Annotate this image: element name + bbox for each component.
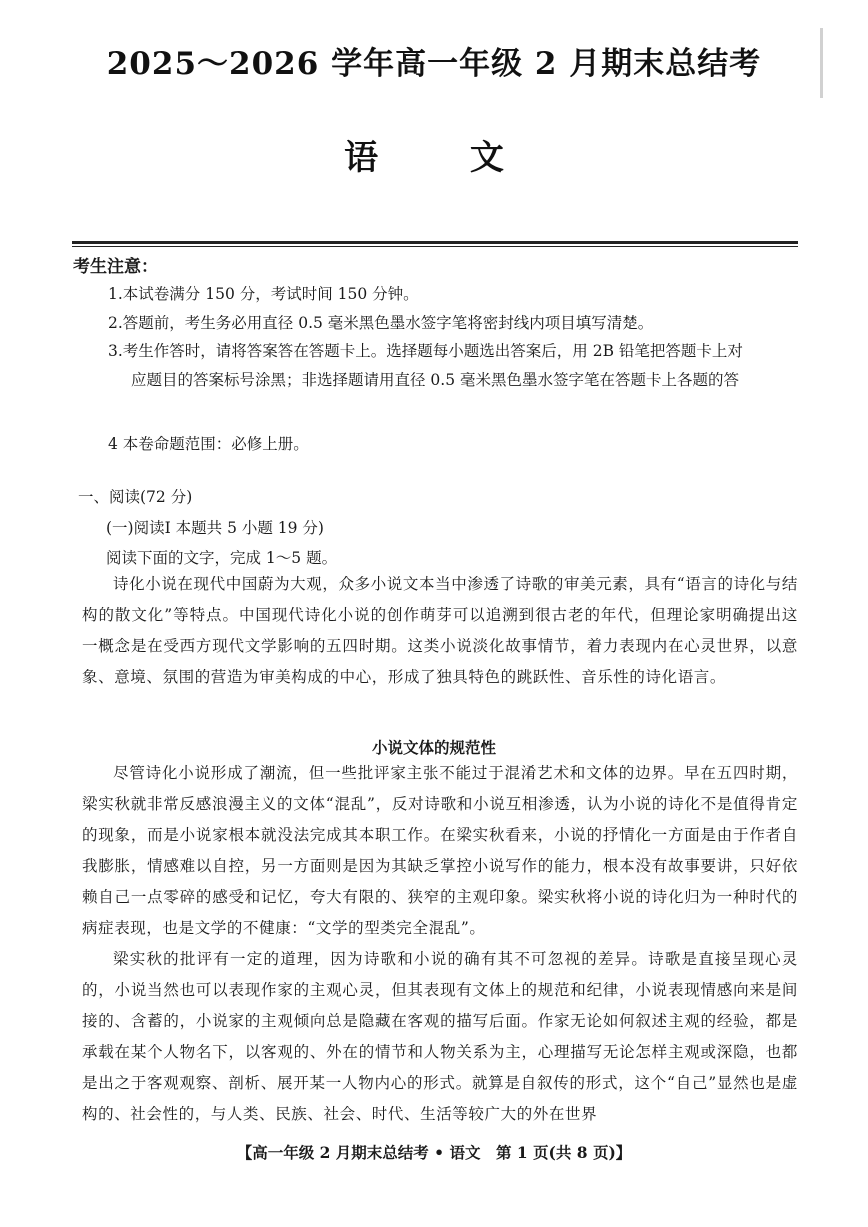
notice-heading: 考生注意： xyxy=(73,257,158,277)
subject-title: 语 文 xyxy=(344,138,544,178)
passage-subtitle: 小说文体的规范性 xyxy=(371,739,496,757)
divider-thin xyxy=(72,246,798,247)
section-instruction: 阅读下面的文字，完成 1～5 题。 xyxy=(106,549,338,567)
section-heading: 一、阅读(72 分) xyxy=(78,488,193,506)
notice-item-3-cont: 应题目的答案标号涂黑；非选择题请用直径 0.5 毫米黑色墨水签字笔在答题卡上各题的答 xyxy=(131,371,740,389)
divider-thick xyxy=(72,241,798,244)
notice-item-4: 4 本卷命题范围：必修上册。 xyxy=(108,435,309,453)
passage-paragraph-1: 诗化小说在现代中国蔚为大观，众多小说文本当中渗透了诗歌的审美元素，具有“语言的诗化与结构的散文化”等特点。中国现代诗化小说的创作萌芽可以追溯到很古老的年代，但理论家明确提出这一概念是在受西方现代文学影响的五四时期。这类小说淡化故事情节，着力表现内在心灵世界，以意象、意境、氛围的营造为审美构成的中心，形成了独具特色的跳跃性、音乐性的诗化语言。 xyxy=(82,575,798,686)
notice-item-2: 2.答题前，考生务必用直径 0.5 毫米黑色墨水签字笔将密封线内项目填写清楚。 xyxy=(108,314,654,332)
passage-paragraph-2: 尽管诗化小说形成了潮流，但一些批评家主张不能过于混淆艺术和文体的边界。早在五四时期，梁实秋就非常反感浪漫主义的文体“混乱”，反对诗歌和小说互相渗透，认为小说的诗化不是值得肯定的现象，而是小说家根本就没法完成其本职工作。在梁实秋看来，小说的抒情化一方面是由于作者自我膨胀，情感难以自控，另一方面则是因为其缺乏掌控小说写作的能力，根本没有故事要讲，只好依赖自己一点零碎的感受和记忆，夸大有限的、狭窄的主观印象。梁实秋将小说的诗化归为一种时代的病症表现，也是文学的不健康：“文学的型类完全混乱”。 xyxy=(82,764,798,937)
passage-paragraph-3: 梁实秋的批评有一定的道理，因为诗歌和小说的确有其不可忽视的差异。诗歌是直接呈现心灵的，小说当然也可以表现作家的主观心灵，但其表现有文体上的规范和纪律，小说表现情感向来是间接的、含蓄的，小说家的主观倾向总是隐藏在客观的描写后面。作家无论如何叙述主观的经验，都是承载在某个人物名下，以客观的、外在的情节和人物关系为主，心理描写无论怎样主观或深隐，也都是出之于客观观察、剖析、展开某一人物内心的形式。就算是自叙传的形式，这个“自己”显然也是虚构的、社会性的，与人类、民族、社会、时代、生活等较广大的外在世界 xyxy=(82,950,798,1123)
exam-title: 2025～2026 学年高一年级 2 月期末总结考 xyxy=(106,46,762,82)
page-footer: 【高一年级 2 月期末总结考 • 语文 第 1 页(共 8 页)】 xyxy=(236,1143,632,1162)
section-subheading: (一)阅读Ⅰ 本题共 5 小题 19 分) xyxy=(106,519,324,537)
notice-item-3: 3.考生作答时，请将答案答在答题卡上。选择题每小题选出答案后，用 2B 铅笔把答题卡上对 xyxy=(108,342,743,360)
notice-item-1: 1.本试卷满分 150 分，考试时间 150 分钟。 xyxy=(108,285,419,303)
